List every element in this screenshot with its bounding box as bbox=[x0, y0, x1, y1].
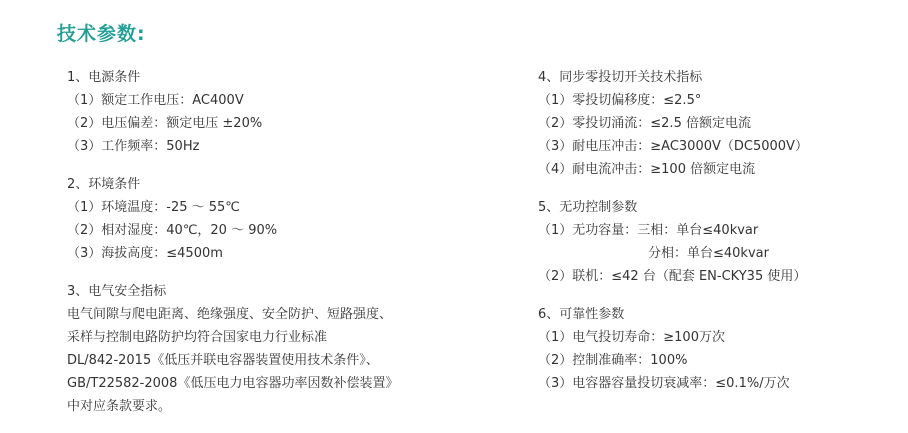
spec-line: （2）电压偏差：额定电压 ±20% bbox=[67, 116, 263, 131]
spec-line: 分相：单台≤40kvar bbox=[648, 246, 769, 261]
spec-line: （2）零投切涌流：≤2.5 倍额定电流 bbox=[538, 116, 751, 131]
spec-line: （2）相对湿度：40℃，20 ～ 90% bbox=[67, 223, 278, 238]
spec-line: （1）额定工作电压：AC400V bbox=[67, 93, 244, 108]
spec-line: （3）耐电压冲击：≥AC3000V（DC5000V） bbox=[538, 139, 808, 154]
section-heading: 3、电气安全指标 bbox=[67, 284, 167, 299]
spec-line: （3）电容器容量投切衰减率：≤0.1%/万次 bbox=[538, 376, 790, 391]
spec-paragraph-line: 中对应条款要求。 bbox=[67, 399, 172, 414]
section-reliability bbox=[538, 303, 898, 395]
spec-line: （2）联机：≤42 台（配套 EN-CKY35 使用） bbox=[538, 269, 807, 284]
spec-line: （1）环境温度：-25 ～ 55℃ bbox=[67, 200, 240, 215]
section-zero-switching-specs bbox=[538, 66, 898, 181]
spec-paragraph-line: 电气间隙与爬电距离、绝缘强度、安全防护、短路强度、 bbox=[67, 307, 393, 322]
spec-line: （1）零投切偏移度：≤2.5° bbox=[538, 93, 702, 108]
section-heading: 5、无功控制参数 bbox=[538, 200, 638, 215]
page-title: 技术参数: bbox=[57, 23, 146, 45]
spec-line: （4）耐电流冲击：≥100 倍额定电流 bbox=[538, 162, 756, 177]
section-environment-conditions bbox=[67, 173, 507, 265]
spec-line: （2）控制准确率：100% bbox=[538, 353, 688, 368]
section-electrical-safety bbox=[67, 280, 507, 418]
section-heading: 2、环境条件 bbox=[67, 177, 141, 192]
spec-line: （1）电气投切寿命：≥100万次 bbox=[538, 330, 725, 345]
spec-line: （3）工作频率：50Hz bbox=[67, 139, 200, 154]
spec-paragraph-line: DL/842-2015《低压并联电容器装置使用技术条件》、 bbox=[67, 353, 379, 368]
left-column bbox=[67, 66, 507, 433]
spec-line: （3）海拔高度：≤4500m bbox=[67, 246, 223, 261]
section-heading: 6、可靠性参数 bbox=[538, 307, 625, 322]
spec-line: （1）无功容量：三相：单台≤40kvar bbox=[538, 223, 759, 238]
section-heading: 4、同步零投切开关技术指标 bbox=[538, 70, 703, 85]
section-power-conditions bbox=[67, 66, 507, 158]
section-heading: 1、电源条件 bbox=[67, 70, 141, 85]
spec-paragraph-line: 采样与控制电路防护均符合国家电力行业标准 bbox=[67, 330, 328, 345]
section-reactive-control bbox=[538, 196, 898, 288]
spec-paragraph-line: GB/T22582-2008《低压电力电容器功率因数补偿装置》 bbox=[67, 376, 399, 391]
right-column bbox=[538, 66, 898, 410]
